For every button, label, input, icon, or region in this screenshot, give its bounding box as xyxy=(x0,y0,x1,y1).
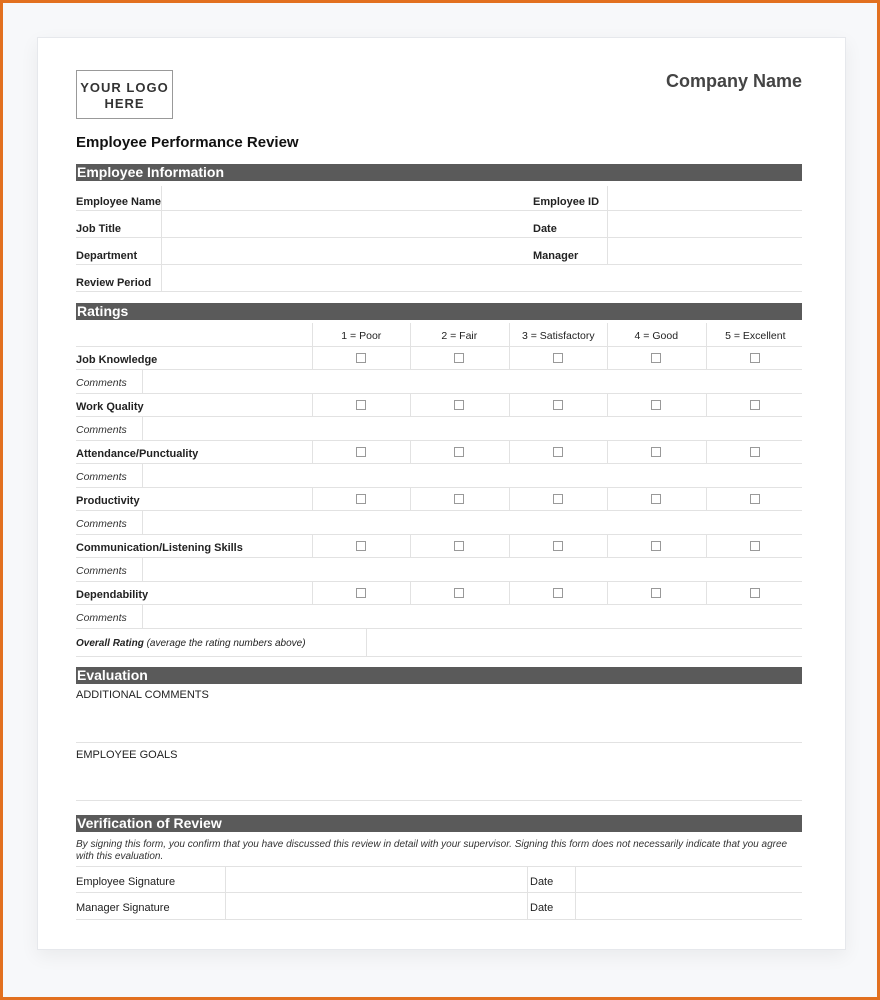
comments-label: Comments xyxy=(76,424,127,436)
rating-checkbox-5[interactable] xyxy=(750,494,760,504)
divider xyxy=(607,488,608,510)
rating-checkbox-4[interactable] xyxy=(651,588,661,598)
field-input-review-period[interactable] xyxy=(162,265,802,291)
rating-checkbox-2[interactable] xyxy=(454,588,464,598)
comments-input[interactable] xyxy=(143,417,802,440)
divider xyxy=(509,582,510,604)
divider xyxy=(509,535,510,557)
criterion-label: Work Quality xyxy=(76,401,144,413)
divider xyxy=(509,347,510,369)
company-name: Company Name xyxy=(665,71,802,91)
divider xyxy=(312,441,313,463)
comments-label: Comments xyxy=(76,612,127,624)
divider xyxy=(509,441,510,463)
employee-info-row xyxy=(76,265,802,292)
criterion-label: Productivity xyxy=(76,495,140,507)
divider xyxy=(410,441,411,463)
rating-scale-label: 5 = Excellent xyxy=(725,330,786,342)
rating-row-attendance-punctuality xyxy=(76,441,802,464)
divider xyxy=(607,441,608,463)
divider xyxy=(706,347,707,369)
divider xyxy=(312,488,313,510)
rating-checkbox-2[interactable] xyxy=(454,400,464,410)
overall-rating-row xyxy=(76,629,802,657)
rating-row-work-quality xyxy=(76,394,802,417)
divider xyxy=(706,488,707,510)
rating-checkbox-2[interactable] xyxy=(454,494,464,504)
divider xyxy=(706,535,707,557)
section-header-ratings: Ratings xyxy=(76,303,802,320)
rating-checkbox-5[interactable] xyxy=(750,353,760,363)
comments-input[interactable] xyxy=(143,558,802,581)
divider xyxy=(706,394,707,416)
additional-comments-label: ADDITIONAL COMMENTS xyxy=(76,689,209,701)
rating-checkbox-3[interactable] xyxy=(553,588,563,598)
employee-signature-row xyxy=(76,866,802,893)
comments-row xyxy=(76,558,802,582)
employee-info-row xyxy=(76,238,802,265)
additional-comments-field[interactable] xyxy=(76,685,802,743)
section-header-employee-info: Employee Information xyxy=(76,164,802,181)
field-input-employee-id[interactable] xyxy=(608,186,802,210)
divider xyxy=(410,535,411,557)
divider xyxy=(312,347,313,369)
rating-checkbox-2[interactable] xyxy=(454,447,464,457)
divider xyxy=(607,347,608,369)
comments-row xyxy=(76,464,802,488)
rating-scale-label: 4 = Good xyxy=(634,330,679,342)
rating-scale-label: 1 = Poor xyxy=(341,330,382,342)
comments-row xyxy=(76,417,802,441)
rating-checkbox-3[interactable] xyxy=(553,400,563,410)
field-input-manager[interactable] xyxy=(608,238,802,264)
overall-rating-input[interactable] xyxy=(367,629,802,656)
rating-row-job-knowledge xyxy=(76,347,802,370)
employee-signature-field[interactable] xyxy=(226,867,526,893)
field-label-review-period: Review Period xyxy=(76,277,152,289)
rating-checkbox-2[interactable] xyxy=(454,541,464,551)
field-input-job-title[interactable] xyxy=(162,211,530,237)
rating-checkbox-3[interactable] xyxy=(553,353,563,363)
field-label-date: Date xyxy=(533,223,557,235)
divider xyxy=(706,582,707,604)
field-input-date[interactable] xyxy=(608,211,802,237)
rating-checkbox-4[interactable] xyxy=(651,400,661,410)
rating-checkbox-5[interactable] xyxy=(750,588,760,598)
rating-row-dependability xyxy=(76,582,802,605)
employee-date-field[interactable] xyxy=(576,867,802,893)
comments-row xyxy=(76,511,802,535)
manager-signature-field[interactable] xyxy=(226,893,526,919)
verification-statement: By signing this form, you confirm that you have discussed this review in detail with your supervisor. Signing this form does not necessarily indicate that you agree with this evaluation. xyxy=(76,839,788,862)
divider xyxy=(410,347,411,369)
comments-row xyxy=(76,370,802,394)
rating-checkbox-4[interactable] xyxy=(651,541,661,551)
divider xyxy=(410,582,411,604)
rating-checkbox-1[interactable] xyxy=(356,588,366,598)
criterion-label: Dependability xyxy=(76,589,149,601)
rating-checkbox-1[interactable] xyxy=(356,494,366,504)
rating-checkbox-3[interactable] xyxy=(553,494,563,504)
rating-row-communication-listening-skills xyxy=(76,535,802,558)
field-label-employee-id: Employee ID xyxy=(533,196,600,208)
rating-checkbox-5[interactable] xyxy=(750,400,760,410)
employee-info-row xyxy=(76,211,802,238)
rating-checkbox-4[interactable] xyxy=(651,447,661,457)
rating-checkbox-1[interactable] xyxy=(356,353,366,363)
rating-checkbox-3[interactable] xyxy=(553,541,563,551)
field-label-manager: Manager xyxy=(533,250,579,262)
logo-placeholder: YOUR LOGO HERE xyxy=(76,70,173,119)
rating-scale-header xyxy=(76,323,802,347)
field-input-employee-name[interactable] xyxy=(162,186,530,210)
rating-checkbox-5[interactable] xyxy=(750,541,760,551)
employee-goals-label: EMPLOYEE GOALS xyxy=(76,749,178,761)
overall-rating-note: (average the rating numbers above) xyxy=(146,638,306,649)
employee-goals-field[interactable] xyxy=(76,743,802,801)
manager-date-field[interactable] xyxy=(576,893,802,919)
comments-label: Comments xyxy=(76,471,127,483)
employee-signature-label: Employee Signature xyxy=(76,876,176,888)
divider xyxy=(509,394,510,416)
divider xyxy=(410,394,411,416)
manager-date-label: Date xyxy=(530,902,554,914)
form-title: Employee Performance Review xyxy=(76,134,299,151)
divider xyxy=(312,394,313,416)
divider xyxy=(509,488,510,510)
rating-checkbox-4[interactable] xyxy=(651,494,661,504)
comments-input[interactable] xyxy=(143,511,802,534)
divider xyxy=(607,535,608,557)
criterion-label: Job Knowledge xyxy=(76,354,158,366)
comments-label: Comments xyxy=(76,377,127,389)
comments-input[interactable] xyxy=(143,605,802,628)
divider xyxy=(312,582,313,604)
employee-info-row xyxy=(76,186,802,211)
rating-checkbox-1[interactable] xyxy=(356,400,366,410)
rating-checkbox-1[interactable] xyxy=(356,541,366,551)
rating-checkbox-5[interactable] xyxy=(750,447,760,457)
divider xyxy=(607,582,608,604)
overall-rating-title: Overall Rating xyxy=(76,638,144,649)
manager-signature-row xyxy=(76,893,802,920)
overall-rating-label xyxy=(76,638,306,649)
comments-input[interactable] xyxy=(143,370,802,393)
comments-row xyxy=(76,605,802,629)
manager-signature-label: Manager Signature xyxy=(76,902,170,914)
rating-row-productivity xyxy=(76,488,802,511)
criterion-label: Attendance/Punctuality xyxy=(76,448,199,460)
divider xyxy=(410,488,411,510)
rating-checkbox-1[interactable] xyxy=(356,447,366,457)
comments-label: Comments xyxy=(76,518,127,530)
criterion-label: Communication/Listening Skills xyxy=(76,542,243,554)
rating-scale-label: 2 = Fair xyxy=(441,330,478,342)
rating-checkbox-2[interactable] xyxy=(454,353,464,363)
divider xyxy=(706,441,707,463)
field-label-employee-name: Employee Name xyxy=(76,196,161,208)
comments-label: Comments xyxy=(76,565,127,577)
employee-date-label: Date xyxy=(530,876,554,888)
field-label-job-title: Job Title xyxy=(76,223,122,235)
section-header-evaluation: Evaluation xyxy=(76,667,802,684)
comments-input[interactable] xyxy=(143,464,802,487)
divider xyxy=(607,394,608,416)
section-header-verification: Verification of Review xyxy=(76,815,802,832)
field-label-department: Department xyxy=(76,250,138,262)
rating-scale-label: 3 = Satisfactory xyxy=(521,330,595,342)
rating-checkbox-3[interactable] xyxy=(553,447,563,457)
divider xyxy=(312,535,313,557)
field-input-department[interactable] xyxy=(162,238,530,264)
rating-checkbox-4[interactable] xyxy=(651,353,661,363)
